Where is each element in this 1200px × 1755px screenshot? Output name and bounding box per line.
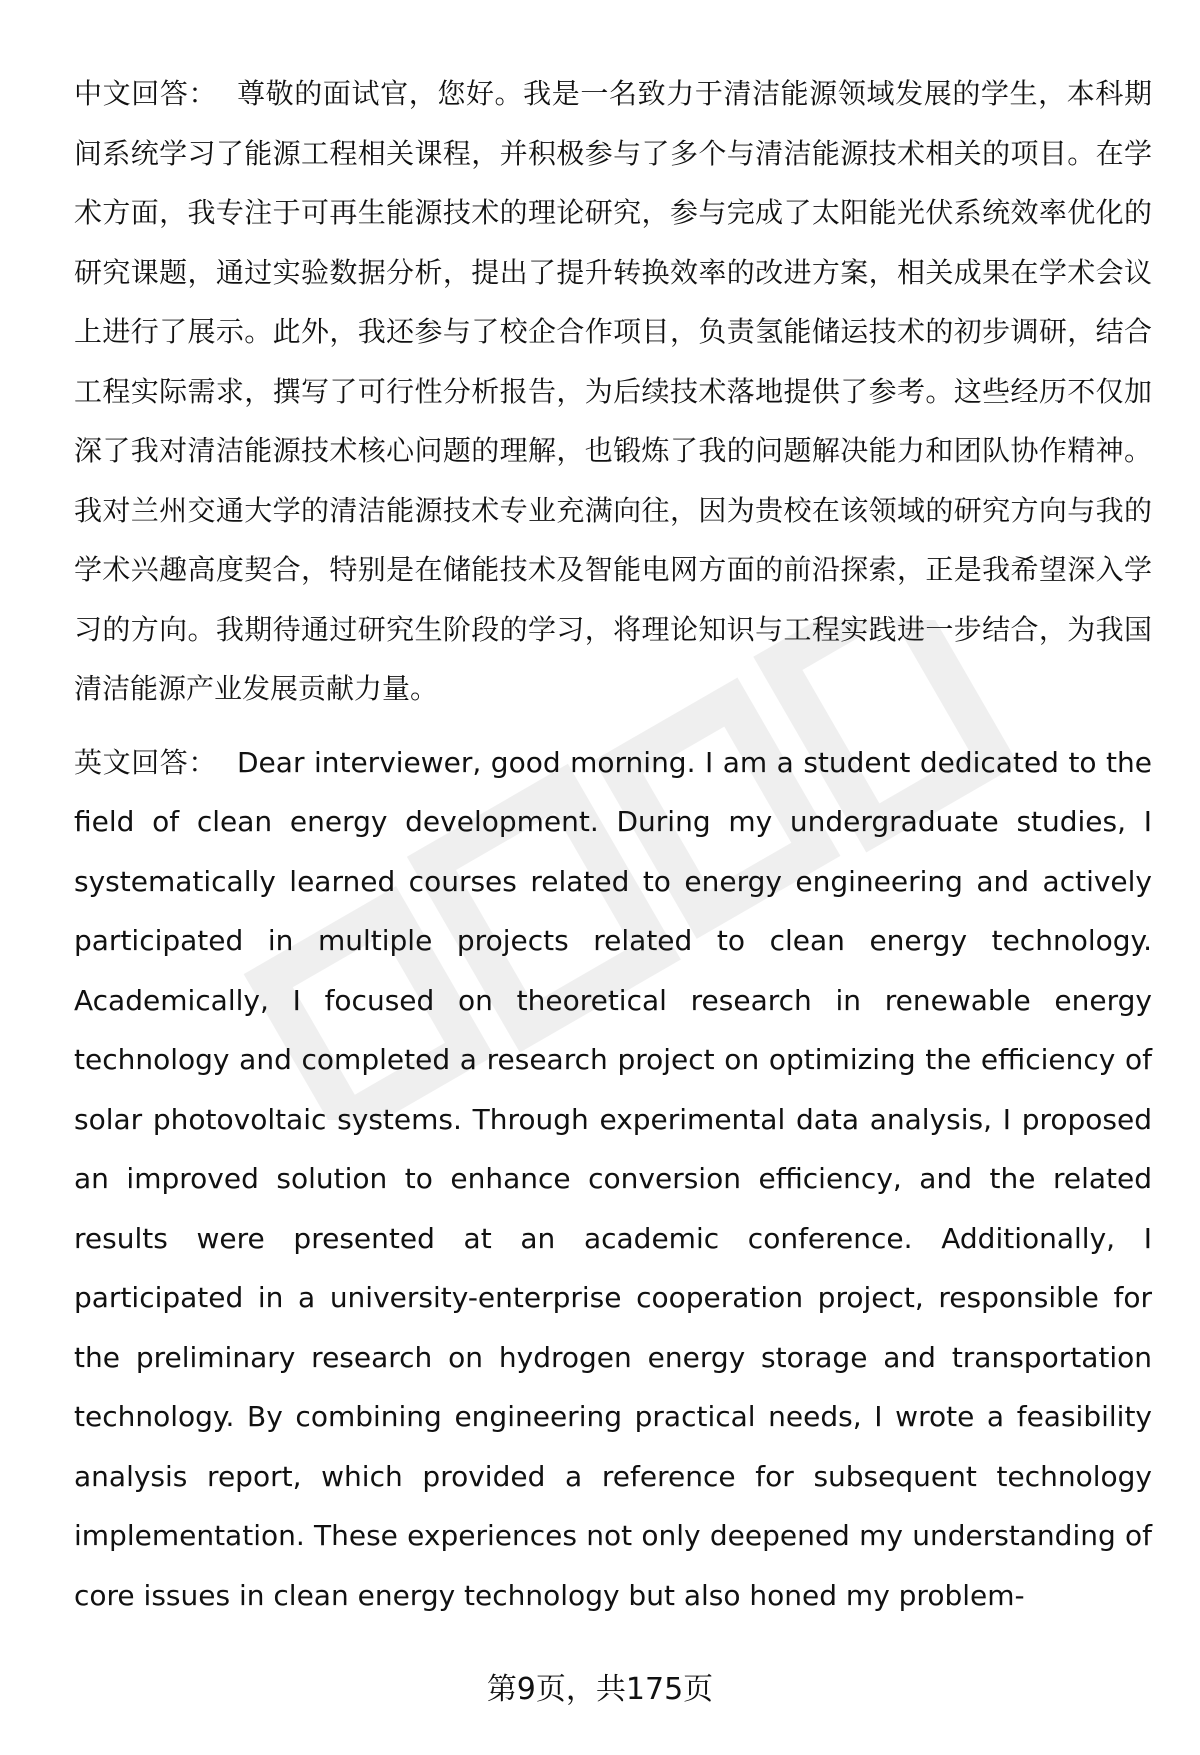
english-answer-paragraph bbox=[74, 733, 1152, 1626]
english-answer-label: 英文回答： bbox=[74, 745, 217, 779]
page-number: 第9页，共175页 bbox=[486, 1672, 714, 1707]
chinese-answer-label: 中文回答： bbox=[74, 77, 218, 110]
english-answer-text: Dear interviewer, good morning. I am a student dedicated to the field of clean energy development. During my undergraduate studies, I systematically learned courses related to energy engineering and actively participated in multiple projects related to clean energy technology. Academically, I focused on theoretical research in renewable energy technology and completed a research project on optimizing the efficiency of solar photovoltaic systems. Through experimental data analysis, I proposed an improved solution to enhance conversion efficiency, and the related results were presented at an academic conference. Additionally, I participated in a university-enterprise cooperation project, responsible for the preliminary research on hydrogen energy storage and transportation technology. By combining engineering practical needs, I wrote a feasibility analysis report, which provided a reference for subsequent technology implementation. These experiences not only deepened my understanding of core issues in clean energy technology but also honed my problem- bbox=[74, 745, 1152, 1612]
document-body bbox=[74, 64, 1152, 1639]
chinese-answer-text: 尊敬的面试官，您好。我是一名致力于清洁能源领域发展的学生，本科期间系统学习了能源工程相关课程，并积极参与了多个与清洁能源技术相关的项目。在学术方面，我专注于可再生能源技术的理论研究，参与完成了太阳能光伏系统效率优化的研究课题，通过实验数据分析，提出了提升转换效率的改进方案，相关成果在学术会议上进行了展示。此外，我还参与了校企合作项目，负责氢能储运技术的初步调研，结合工程实际需求，撰写了可行性分析报告，为后续技术落地提供了参考。这些经历不仅加深了我对清洁能源技术核心问题的理解，也锻炼了我的问题解决能力和团队协作精神。我对兰州交通大学的清洁能源技术专业充满向往，因为贵校在该领域的研究方向与我的学术兴趣高度契合，特别是在储能技术及智能电网方面的前沿探索，正是我希望深入学习的方向。我期待通过研究生阶段的学习，将理论知识与工程实践进一步结合，为我国清洁能源产业发展贡献力量。 bbox=[74, 77, 1152, 705]
chinese-answer-paragraph bbox=[74, 64, 1152, 719]
